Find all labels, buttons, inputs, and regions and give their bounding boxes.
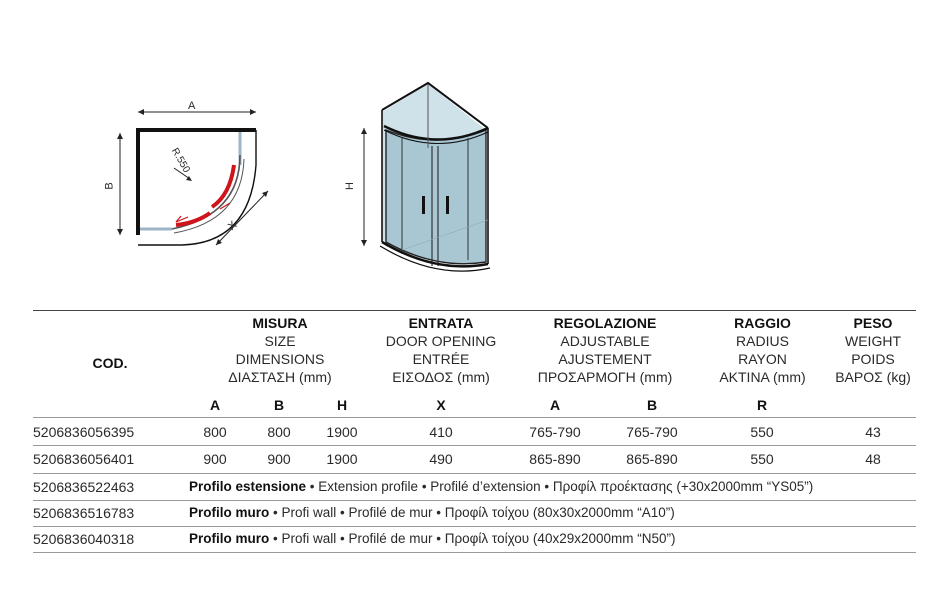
table-rule bbox=[33, 552, 916, 553]
header-regolazione: REGOLAZIONE ADJUSTABLE AJUSTEMENT ΠΡΟΣΑΡΜΟΓΗ (mm) bbox=[537, 315, 673, 385]
accessory-name: Profilo muro bbox=[189, 505, 270, 520]
row-r: 550 bbox=[750, 451, 774, 467]
row-adj-b: 765-790 bbox=[626, 424, 678, 440]
table-rule bbox=[33, 473, 916, 474]
row-a: 900 bbox=[203, 451, 227, 467]
accessory-description bbox=[189, 505, 675, 520]
subheader-x: X bbox=[436, 397, 446, 413]
row-code: 5206836056395 bbox=[33, 424, 135, 440]
table-rule bbox=[33, 500, 916, 501]
row-code: 5206836056401 bbox=[33, 451, 135, 467]
row-b: 900 bbox=[267, 451, 291, 467]
accessory-description bbox=[189, 479, 813, 494]
subheader-h: H bbox=[336, 397, 348, 413]
row-weight: 48 bbox=[865, 451, 881, 467]
plan-label-b: B bbox=[103, 182, 116, 190]
accessory-code: 5206836040318 bbox=[33, 531, 135, 547]
plan-diagram bbox=[100, 95, 290, 255]
row-h: 1900 bbox=[326, 424, 358, 440]
subheader-adj-a: A bbox=[549, 397, 561, 413]
header-misura: MISURA SIZE DIMENSIONS ΔΙΑΣΤΑΣΗ (mm) bbox=[228, 315, 332, 385]
accessory-desc: • Profi wall • Profilé de mur • Προφίλ τοίχου (80x30x2000mm “A10”) bbox=[269, 505, 675, 520]
plan-radius-label: R.550 bbox=[168, 146, 192, 175]
accessory-name: Profilo estensione bbox=[189, 479, 307, 494]
accessory-code: 5206836516783 bbox=[33, 505, 135, 521]
row-adj-a: 865-890 bbox=[529, 451, 581, 467]
row-adj-b: 865-890 bbox=[626, 451, 678, 467]
elevation-diagram bbox=[340, 70, 510, 280]
plan-label-x: X bbox=[226, 219, 240, 233]
subheader-b: B bbox=[273, 397, 285, 413]
accessory-code: 5206836522463 bbox=[33, 479, 135, 495]
table-top-rule bbox=[33, 310, 916, 311]
header-peso: PESO WEIGHT POIDS ΒΑΡΟΣ (kg) bbox=[835, 315, 911, 385]
subheader-r: R bbox=[756, 397, 768, 413]
subheader-a: A bbox=[209, 397, 221, 413]
subheader-adj-b: B bbox=[646, 397, 658, 413]
row-h: 1900 bbox=[326, 451, 358, 467]
row-x: 410 bbox=[429, 424, 453, 440]
table-rule bbox=[33, 445, 916, 446]
header-cod: COD. bbox=[92, 355, 128, 371]
accessory-name: Profilo muro bbox=[189, 531, 270, 546]
accessory-description bbox=[189, 531, 676, 546]
accessory-desc: • Extension profile • Profilé d’extension • Προφίλ προέκτασης (+30x2000mm “YS05”) bbox=[306, 479, 814, 494]
elevation-label-h: H bbox=[343, 182, 356, 190]
row-r: 550 bbox=[750, 424, 774, 440]
plan-label-a: A bbox=[188, 100, 196, 112]
table-rule bbox=[33, 417, 916, 418]
row-b: 800 bbox=[267, 424, 291, 440]
row-a: 800 bbox=[203, 424, 227, 440]
accessory-desc: • Profi wall • Profilé de mur • Προφίλ τοίχου (40x29x2000mm “N50”) bbox=[269, 531, 676, 546]
row-weight: 43 bbox=[865, 424, 881, 440]
header-raggio: RAGGIO RADIUS RAYON ΑΚΤΙΝΑ (mm) bbox=[719, 315, 806, 385]
table-rule bbox=[33, 526, 916, 527]
header-entrata: ENTRATA DOOR OPENING ENTRÉE ΕΙΣΟΔΟΣ (mm) bbox=[385, 315, 497, 385]
row-adj-a: 765-790 bbox=[529, 424, 581, 440]
row-x: 490 bbox=[429, 451, 453, 467]
